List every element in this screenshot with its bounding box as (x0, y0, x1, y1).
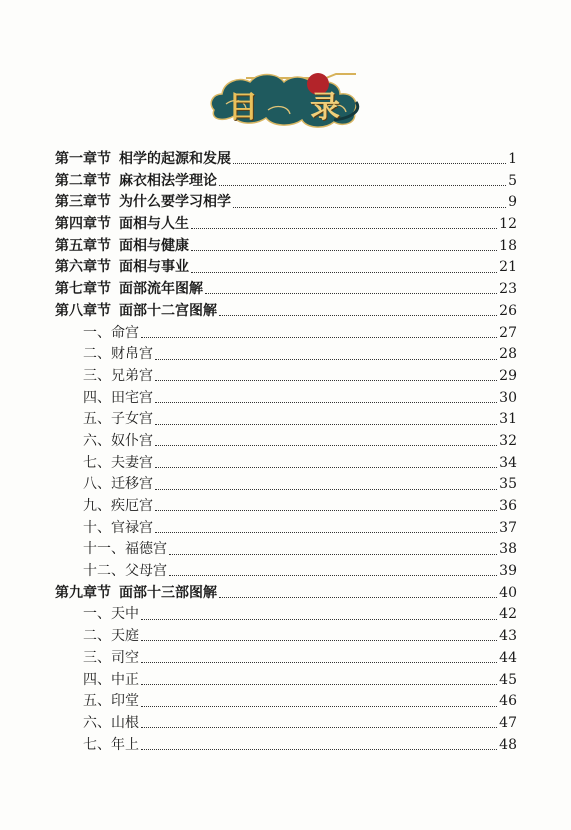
toc-page-number: 35 (499, 476, 517, 493)
toc-chapter-row[interactable] (55, 257, 517, 279)
toc-page-number: 5 (508, 172, 517, 189)
toc-entry-label (83, 604, 139, 626)
toc-title-banner (206, 64, 366, 132)
toc-entry-label (55, 257, 189, 279)
toc-entry-label (83, 409, 153, 431)
toc-entry-title: 二、财帛宫 (83, 346, 153, 363)
toc-entry-label (55, 149, 231, 171)
toc-entry-label (83, 691, 139, 713)
toc-section-row[interactable] (55, 735, 517, 757)
dot-leader (155, 510, 497, 511)
toc-page-number: 37 (499, 519, 517, 536)
dot-leader (233, 207, 506, 208)
toc-entry-title: 为什么要学习相学 (119, 194, 231, 211)
toc-entry-label (83, 366, 153, 388)
dot-leader (155, 380, 497, 381)
toc-section-row[interactable] (55, 366, 517, 388)
toc-entry-label (55, 171, 217, 193)
toc-entry-label (55, 236, 189, 258)
toc-entry-title: 麻衣相法学理论 (119, 172, 217, 189)
toc-page-number: 40 (499, 584, 517, 601)
toc-entry-title: 五、印堂 (83, 693, 139, 710)
toc-section-row[interactable] (55, 670, 517, 692)
toc-page-number: 44 (499, 649, 517, 666)
toc-section-row[interactable] (55, 691, 517, 713)
toc-section-row[interactable] (55, 561, 517, 583)
toc-page-number: 21 (499, 259, 517, 276)
toc-entry-label (55, 583, 217, 605)
dot-leader (141, 662, 497, 663)
toc-page-number: 36 (499, 498, 517, 514)
toc-entry-title: 面相与事业 (119, 259, 189, 276)
toc-section-row[interactable] (55, 431, 517, 453)
toc-section-row[interactable] (55, 648, 517, 670)
dot-leader (155, 402, 497, 403)
toc-section-row[interactable] (55, 453, 517, 475)
dot-leader (191, 272, 497, 273)
toc-page-number: 31 (499, 411, 517, 428)
dot-leader (141, 684, 497, 685)
toc-page-number: 9 (508, 194, 517, 211)
toc-page-number: 45 (499, 671, 517, 688)
dot-leader (141, 727, 497, 728)
dot-leader (219, 315, 497, 316)
dot-leader (191, 250, 497, 251)
toc-entry-title: 相学的起源和发展 (119, 151, 231, 167)
toc-page-number: 34 (499, 454, 517, 471)
toc-page-number: 18 (499, 237, 517, 254)
dot-leader (141, 337, 497, 338)
toc-page-number: 30 (499, 389, 517, 406)
toc-section-row[interactable] (55, 344, 517, 366)
toc-entry-label (83, 518, 153, 540)
toc-page-number: 29 (499, 367, 517, 384)
toc-section-row[interactable] (55, 496, 517, 518)
toc-section-row[interactable] (55, 474, 517, 496)
toc-entry-label (83, 453, 153, 475)
toc-entry-title: 一、命宫 (83, 324, 139, 341)
dot-leader (155, 532, 497, 533)
dot-leader (141, 619, 497, 620)
toc-page-number: 1 (508, 151, 517, 167)
toc-chapter-row[interactable] (55, 236, 517, 258)
toc-chapter-row[interactable] (55, 149, 517, 171)
toc-chapter-number: 第七章节 (55, 281, 111, 298)
toc-entry-label (83, 431, 153, 453)
dot-leader (155, 467, 497, 468)
toc-entry-title: 四、中正 (83, 671, 139, 688)
toc-entry-title: 面部流年图解 (119, 281, 203, 298)
toc-page-number: 27 (499, 324, 517, 341)
toc-page-number: 43 (499, 628, 517, 645)
toc-page-number: 42 (499, 606, 517, 623)
toc-entry-label (83, 539, 167, 561)
toc-entry-label (55, 301, 217, 323)
toc-chapter-row[interactable] (55, 192, 517, 214)
toc-entry-title: 一、天中 (83, 606, 139, 623)
toc-entry-title: 九、疾厄宫 (83, 498, 153, 514)
toc-entry-label (83, 735, 139, 757)
toc-chapter-number: 第二章节 (55, 172, 111, 189)
toc-page-number: 26 (499, 302, 517, 319)
toc-section-row[interactable] (55, 713, 517, 735)
toc-entry-title: 七、夫妻宫 (83, 454, 153, 471)
toc-page-number: 46 (499, 693, 517, 710)
toc-entry-label (83, 648, 139, 670)
toc-chapter-number: 第一章节 (55, 151, 111, 167)
toc-page-number: 32 (499, 432, 517, 449)
dot-leader (205, 293, 497, 294)
toc-chapter-row[interactable] (55, 214, 517, 236)
toc-page-number: 48 (499, 736, 517, 753)
toc-chapter-number: 第三章节 (55, 194, 111, 211)
toc-entry-title: 十一、福德宫 (83, 541, 167, 558)
toc-entry-label (83, 713, 139, 735)
toc-entry-title: 十二、父母宫 (83, 563, 167, 580)
toc-page-number: 38 (499, 541, 517, 558)
toc-page-number: 28 (499, 346, 517, 363)
toc-entry-label (83, 344, 153, 366)
toc-chapter-number: 第五章节 (55, 237, 111, 254)
dot-leader (141, 706, 497, 707)
toc-entry-title: 面部十二宫图解 (119, 302, 217, 319)
toc-section-row[interactable] (55, 518, 517, 540)
title-char-lu: 录 (310, 90, 340, 125)
toc-section-row[interactable] (55, 388, 517, 410)
toc-entry-label (55, 279, 203, 301)
toc-section-row[interactable] (55, 604, 517, 626)
dot-leader (141, 749, 497, 750)
toc-entry-label (83, 496, 153, 518)
toc-entry-label (55, 214, 189, 236)
toc-entry-title: 八、迁移宫 (83, 476, 153, 493)
toc-chapter-number: 第四章节 (55, 216, 111, 233)
toc-page-number: 12 (499, 216, 517, 233)
dot-leader (219, 185, 506, 186)
toc-entry-title: 七、年上 (83, 736, 139, 753)
toc-entry-title: 五、子女宫 (83, 411, 153, 428)
toc-entry-label (83, 626, 139, 648)
toc-section-row[interactable] (55, 626, 517, 648)
dot-leader (155, 445, 497, 446)
toc-section-row[interactable] (55, 409, 517, 431)
toc-chapter-row[interactable] (55, 301, 517, 323)
toc-entry-label (83, 561, 167, 583)
dot-leader (155, 489, 497, 490)
toc-entry-title: 六、奴仆宫 (83, 432, 153, 449)
toc-entry-label (83, 323, 139, 345)
dot-leader (191, 228, 497, 229)
toc-entry-label (55, 192, 231, 214)
dot-leader (155, 424, 497, 425)
toc-entry-label (83, 474, 153, 496)
toc-entry-label (83, 388, 153, 410)
toc-entry-title: 二、天庭 (83, 628, 139, 645)
toc-entry-title: 面相与人生 (119, 216, 189, 233)
table-of-contents (55, 149, 517, 756)
toc-entry-title: 四、田宅宫 (83, 389, 153, 406)
toc-chapter-number: 第六章节 (55, 259, 111, 276)
dot-leader (169, 575, 497, 576)
dot-leader (233, 163, 506, 164)
toc-entry-label (83, 670, 139, 692)
toc-entry-title: 三、兄弟宫 (83, 367, 153, 384)
toc-entry-title: 面相与健康 (119, 237, 189, 254)
toc-chapter-row[interactable] (55, 279, 517, 301)
toc-section-row[interactable] (55, 539, 517, 561)
toc-page-number: 39 (499, 563, 517, 580)
toc-chapter-row[interactable] (55, 171, 517, 193)
title-char-mu: 目 (228, 90, 258, 125)
toc-section-row[interactable] (55, 323, 517, 345)
toc-entry-title: 六、山根 (83, 714, 139, 731)
toc-page-number: 47 (499, 714, 517, 731)
toc-entry-title: 十、官禄宫 (83, 519, 153, 536)
toc-entry-title: 三、司空 (83, 649, 139, 666)
dot-leader (169, 554, 497, 555)
toc-entry-title: 面部十三部图解 (119, 584, 217, 601)
toc-chapter-number: 第九章节 (55, 584, 111, 601)
dot-leader (141, 640, 497, 641)
dot-leader (155, 359, 497, 360)
dot-leader (219, 597, 497, 598)
toc-chapter-number: 第八章节 (55, 302, 111, 319)
toc-page-number: 23 (499, 281, 517, 298)
toc-chapter-row[interactable] (55, 583, 517, 605)
